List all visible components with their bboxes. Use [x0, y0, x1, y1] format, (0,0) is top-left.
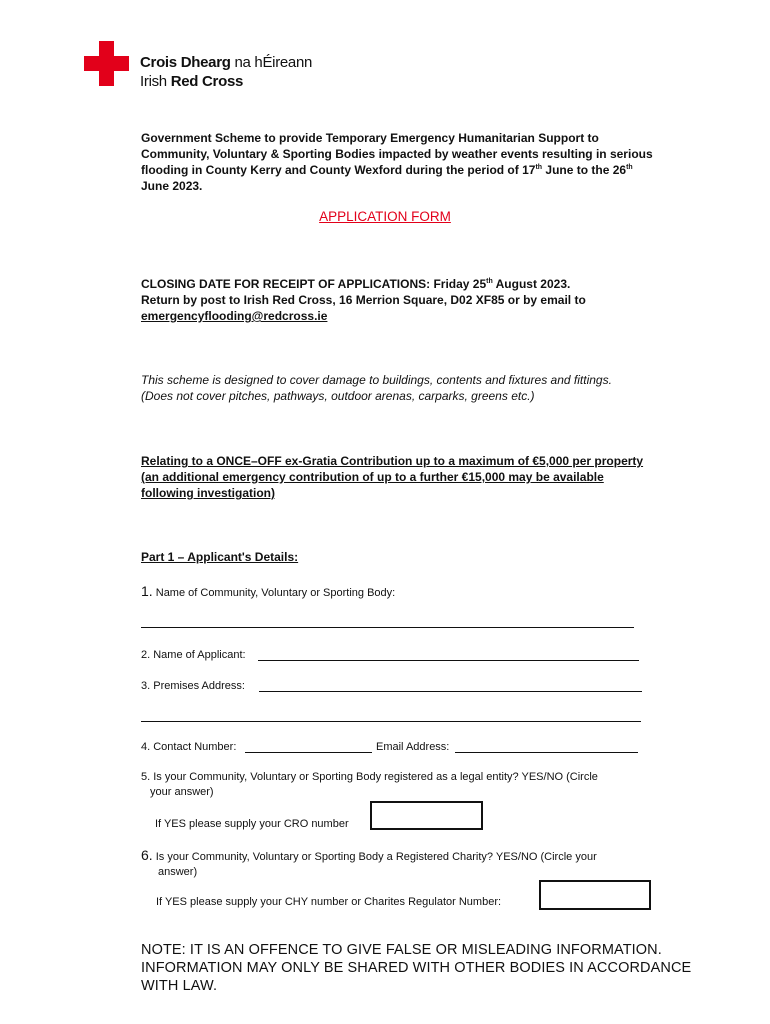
part1-heading: Part 1 – Applicant's Details: — [141, 550, 299, 564]
q6-label: 6. Is your Community, Voluntary or Sporting Body a Registered Charity? YES/NO (Circle your answer) — [141, 847, 597, 878]
applicant-name-line[interactable] — [258, 660, 639, 661]
contribution-note: Relating to a ONCE–OFF ex-Gratia Contribution up to a maximum of €5,000 per property (an additional emergency contribution of up to a further €15,000 may be available following investigation) — [141, 454, 644, 500]
red-cross-logo-icon — [84, 41, 129, 86]
q1-label: 1. Name of Community, Voluntary or Sporting Body: — [141, 583, 396, 599]
email-link[interactable]: emergencyflooding@redcross.ie — [141, 309, 328, 323]
q4-email-label: Email Address: — [376, 741, 450, 753]
premises-address-line-2[interactable] — [141, 721, 641, 722]
legal-note: NOTE: IT IS AN OFFENCE TO GIVE FALSE OR MISLEADING INFORMATION. INFORMATION MAY ONLY BE SHARED WITH OTHER BODIES IN ACCORDANCE WITH LAW. — [141, 942, 692, 994]
q5-label: 5. Is your Community, Voluntary or Sporting Body registered as a legal entity? YES/NO (Circle your answer) — [141, 771, 598, 798]
logo-line-english: Irish Red Cross — [140, 73, 244, 90]
cro-number-box[interactable] — [370, 801, 483, 830]
q3-label: 3. Premises Address: — [141, 680, 245, 692]
q2-label: 2. Name of Applicant: — [141, 649, 246, 661]
premises-address-line[interactable] — [259, 691, 642, 692]
closing-date: CLOSING DATE FOR RECEIPT OF APPLICATIONS: Friday 25th August 2023. Return by post to Irish Red Cross, 16 Merrion Square, D02 XF85 or by email to emergencyflooding@redcross.ie — [141, 276, 661, 324]
return-instructions: Return by post to Irish Red Cross, 16 Merrion Square, D02 XF85 or by email to — [141, 293, 586, 307]
q1-answer-line[interactable] — [141, 627, 634, 628]
logo-line-irish: Crois Dhearg na hÉireann — [140, 54, 313, 71]
q6-chy-label: If YES please supply your CHY number or Charites Regulator Number: — [156, 896, 502, 908]
q4-label: 4. Contact Number: — [141, 741, 237, 753]
scheme-intro: Government Scheme to provide Temporary Emergency Humanitarian Support to Community, Voluntary & Sporting Bodies impacted by weather events resulting in serious flooding in County Kerry and County Wexford during the period of 17th June to the 26th June 2023. — [141, 131, 653, 193]
scheme-description: This scheme is designed to cover damage to buildings, contents and fixtures and fittings. (Does not cover pitches, pathways, outdoor arenas, carparks, greens etc.) — [141, 373, 612, 403]
q5-cro-label: If YES please supply your CRO number — [155, 818, 349, 830]
chy-number-box[interactable] — [539, 880, 651, 910]
contact-number-line[interactable] — [245, 752, 372, 753]
form-title: APPLICATION FORM — [319, 209, 451, 224]
email-address-line[interactable] — [455, 752, 638, 753]
